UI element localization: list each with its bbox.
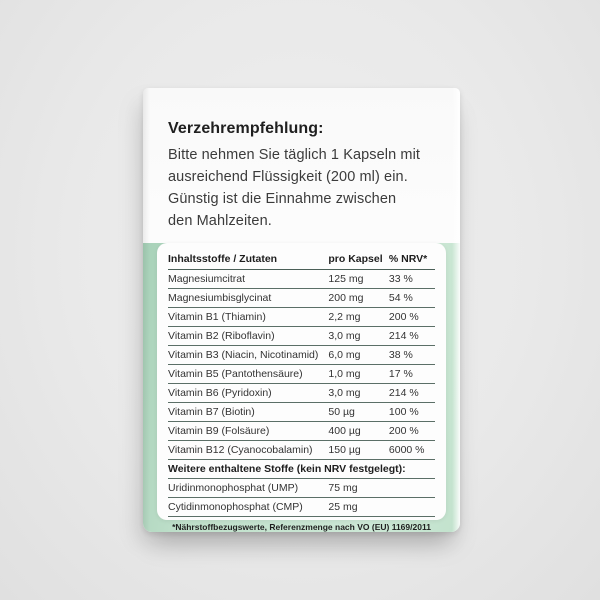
ingredient-amount: 200 mg bbox=[328, 292, 364, 304]
table-row bbox=[168, 346, 435, 365]
ingredient-amount: 6,0 mg bbox=[328, 349, 361, 361]
ingredient-nrv: 54 % bbox=[388, 292, 413, 304]
recommendation-line: den Mahlzeiten. bbox=[168, 213, 272, 229]
nutrition-facts-section bbox=[143, 243, 460, 532]
ingredient-name: Vitamin B2 (Riboflavin) bbox=[168, 330, 275, 342]
recommendation-line: Bitte nehmen Sie täglich 1 Kapseln mit bbox=[168, 147, 421, 163]
supplement-box-back-panel bbox=[143, 88, 460, 532]
ingredient-name: Vitamin B1 (Thiamin) bbox=[168, 311, 266, 323]
ingredient-nrv: 214 % bbox=[388, 387, 419, 399]
table-row bbox=[168, 365, 435, 384]
recommendation-line: Günstig ist die Einnahme zwischen bbox=[168, 191, 397, 207]
ingredient-name: Vitamin B7 (Biotin) bbox=[168, 406, 255, 418]
ingredient-name: Vitamin B12 (Cyanocobalamin) bbox=[168, 444, 313, 456]
table-row bbox=[168, 479, 435, 498]
ingredient-name: Uridinmonophosphat (UMP) bbox=[168, 482, 299, 494]
table-row bbox=[168, 498, 435, 517]
ingredient-amount: 3,0 mg bbox=[328, 387, 361, 399]
nrv-footnote: *Nährstoffbezugswerte, Referenzmenge nach VO (EU) 1169/2011 bbox=[172, 522, 431, 532]
ingredient-name: Vitamin B5 (Pantothensäure) bbox=[168, 368, 303, 380]
table-row bbox=[168, 308, 435, 327]
ingredient-nrv: 17 % bbox=[388, 368, 413, 380]
ingredient-amount: 25 mg bbox=[328, 501, 358, 513]
column-header-nrv: % NRV* bbox=[388, 253, 428, 265]
ingredient-name: Vitamin B9 (Folsäure) bbox=[168, 425, 270, 437]
ingredient-amount: 75 mg bbox=[328, 482, 358, 494]
ingredient-name: Magnesiumbisglycinat bbox=[168, 292, 272, 304]
ingredient-amount: 400 µg bbox=[328, 425, 361, 437]
column-header-ingredients: Inhaltsstoffe / Zutaten bbox=[168, 253, 278, 265]
table-row bbox=[168, 441, 435, 460]
ingredient-name: Vitamin B3 (Niacin, Nicotinamid) bbox=[168, 349, 319, 361]
ingredient-amount: 1,0 mg bbox=[328, 368, 361, 380]
table-row bbox=[168, 422, 435, 441]
ingredient-nrv: 214 % bbox=[388, 330, 419, 342]
table-row bbox=[168, 270, 435, 289]
ingredient-amount: 2,2 mg bbox=[328, 311, 361, 323]
ingredient-nrv: 6000 % bbox=[388, 444, 425, 456]
ingredient-nrv: 38 % bbox=[388, 349, 413, 361]
ingredient-amount: 150 µg bbox=[328, 444, 361, 456]
table-row bbox=[168, 403, 435, 422]
ingredient-nrv: 200 % bbox=[388, 425, 419, 437]
column-header-per-capsule: pro Kapsel bbox=[328, 253, 383, 265]
table-row bbox=[168, 289, 435, 308]
recommendation-line: ausreichend Flüssigkeit (200 ml) ein. bbox=[168, 169, 408, 185]
ingredient-amount: 50 µg bbox=[328, 406, 355, 418]
ingredient-nrv: 100 % bbox=[388, 406, 419, 418]
ingredient-name: Cytidinmonophosphat (CMP) bbox=[168, 501, 303, 513]
table-row bbox=[168, 384, 435, 403]
ingredient-amount: 3,0 mg bbox=[328, 330, 361, 342]
table-row bbox=[168, 327, 435, 346]
nutrition-table-panel bbox=[157, 243, 446, 532]
consumption-recommendation bbox=[143, 88, 460, 243]
table-header-row bbox=[168, 249, 435, 270]
ingredient-amount: 125 mg bbox=[328, 273, 364, 285]
ingredient-nrv: 200 % bbox=[388, 311, 419, 323]
ingredient-name: Vitamin B6 (Pyridoxin) bbox=[168, 387, 272, 399]
recommendation-title: Verzehrempfehlung: bbox=[168, 120, 324, 137]
ingredient-name: Magnesiumcitrat bbox=[168, 273, 246, 285]
table-section-header: Weitere enthaltene Stoffe (kein NRV festgelegt): bbox=[168, 460, 435, 479]
ingredient-nrv: 33 % bbox=[388, 273, 413, 285]
